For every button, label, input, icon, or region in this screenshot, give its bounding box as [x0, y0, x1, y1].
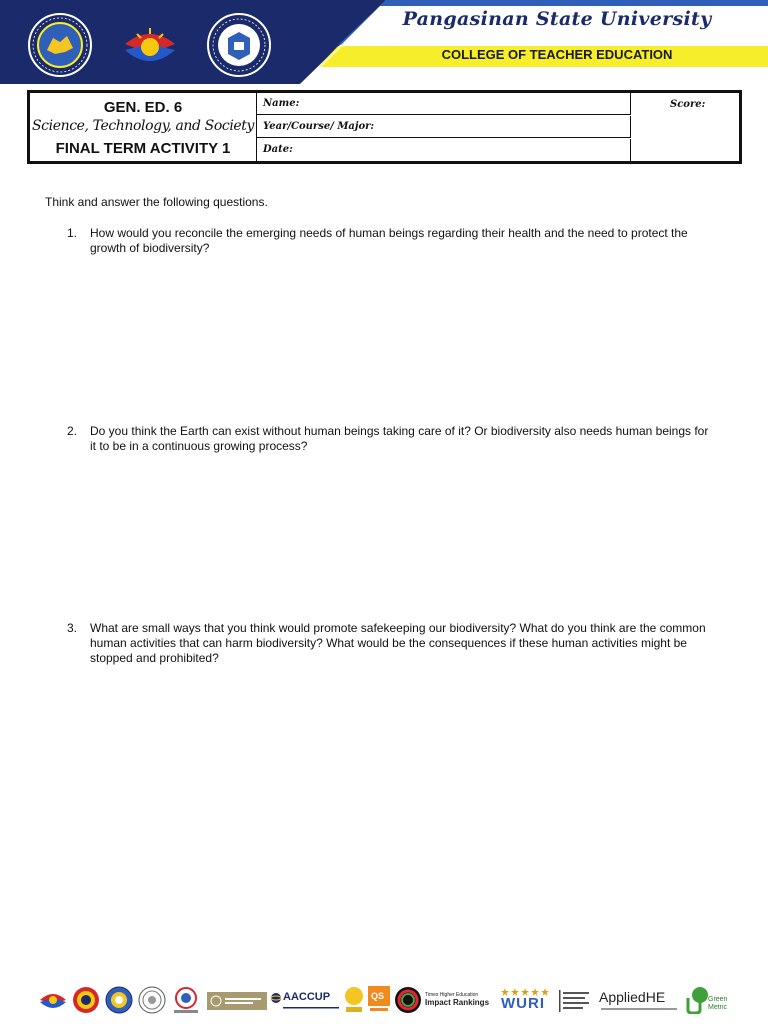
aaccup-globe-icon — [270, 992, 282, 1004]
question-text: Do you think the Earth can exist without human beings taking care of it? Or biodiversity also needs human beings for it to be in a continuous growing process? — [90, 424, 709, 453]
seal-logo-icon — [137, 986, 167, 1014]
activity-title: FINAL TERM ACTIVITY 1 — [55, 140, 231, 157]
college-name: COLLEGE OF TEACHER EDUCATION — [441, 47, 673, 62]
psu-seal-icon — [25, 12, 95, 78]
greenmetric-logo-text: Green Metric — [708, 996, 728, 1011]
course-cell — [30, 93, 257, 161]
aaccup-rule-icon — [283, 1006, 339, 1010]
question-text: What are small ways that you think would promote safekeeping our biodiversity? What do you think are the common human activities that can harm biodiversity? What would be the consequences if these human activities might be stopped and prohibited? — [90, 621, 706, 665]
question-number: 3. — [67, 621, 78, 635]
appliedhe-tagline-icon — [601, 1007, 677, 1011]
appliedhe-logo-text: AppliedHE — [599, 989, 666, 1005]
name-field[interactable]: Name: — [257, 93, 631, 115]
accreditation-badge-icon — [207, 992, 267, 1010]
year-course-major-field[interactable]: Year/Course/ Major: — [257, 116, 631, 138]
university-name: Pangasinan State University — [402, 8, 712, 30]
aaccup-logo-text: AACCUP — [283, 991, 331, 1003]
world-university-rankings-icon — [559, 990, 593, 1012]
question-number: 1. — [67, 226, 78, 240]
date-field[interactable]: Date: — [257, 139, 631, 161]
sdg-wheel-icon — [394, 986, 422, 1014]
prime-hrm-logo-icon — [343, 986, 365, 1014]
question-text: How would you reconcile the emerging needs of human beings regarding their health and the need to protect the growth of biodiversity? — [90, 226, 688, 255]
score-label: Score: — [670, 99, 706, 110]
iso-logo-icon — [170, 986, 202, 1014]
ui-greenmetric-logo-icon — [686, 986, 710, 1014]
the-logo-line2: Impact Rankings — [425, 998, 490, 1007]
wuri-logo-text: WURI — [501, 995, 545, 1012]
student-info-table — [27, 90, 742, 164]
cte-seal-icon — [206, 12, 272, 78]
bagong-pilipinas-logo-icon — [38, 986, 68, 1014]
the-logo-line1: Times Higher Education — [425, 992, 479, 998]
seal-caption — [116, 70, 196, 75]
course-name: Science, Technology, and Society — [31, 118, 255, 134]
header-banner — [0, 0, 768, 84]
qs-logo-text: QS — [371, 991, 385, 1001]
question-number: 2. — [67, 424, 78, 438]
ched-logo-icon — [104, 986, 134, 1014]
asean-logo-icon — [72, 986, 100, 1014]
course-code: GEN. ED. 6 — [103, 99, 183, 116]
accreditation-logos — [36, 986, 736, 1018]
instructions: Think and answer the following questions. — [45, 195, 268, 209]
